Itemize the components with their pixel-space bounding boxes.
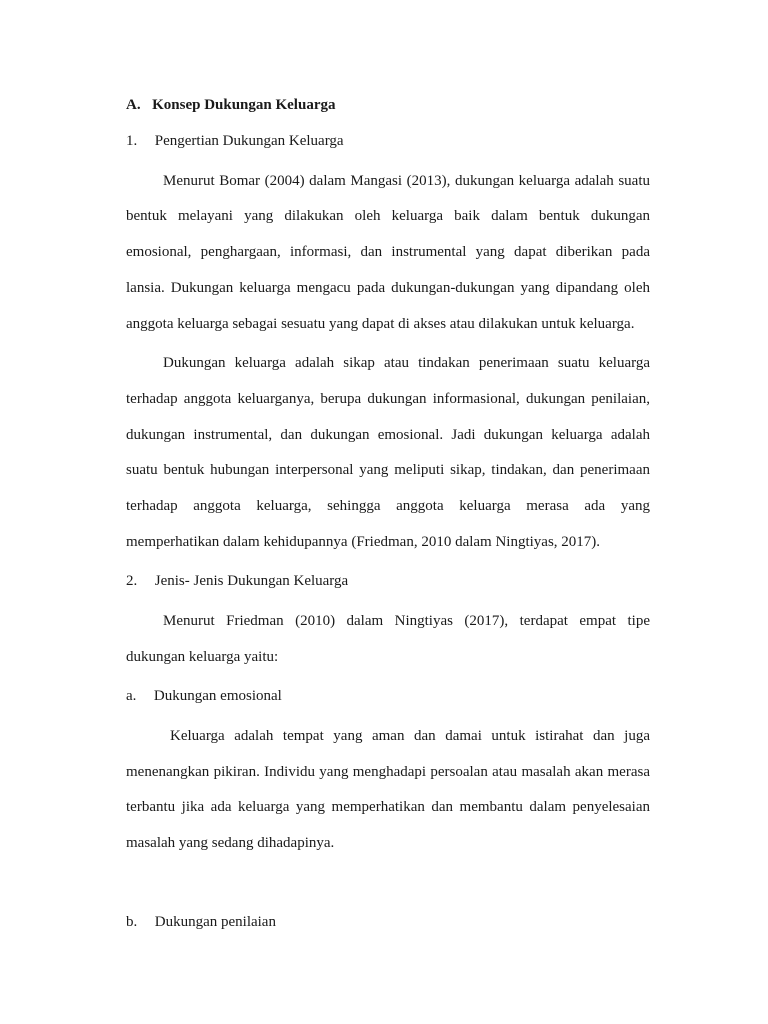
section-a-heading <box>126 96 650 114</box>
item-a-title: Dukungan emosional <box>153 688 282 704</box>
subsection-1-title: Pengertian Dukungan Keluarga <box>154 133 344 149</box>
paragraph-line: dukungan keluarga yaitu: <box>126 649 279 665</box>
paragraph-line: memperhatikan dalam kehidupannya (Friedman, 2010 dalam Ningtiyas, 2017). <box>126 534 601 550</box>
subsection-2-heading <box>126 572 650 590</box>
paragraph-line: bentuk melayani yang dilakukan oleh keluarga baik dalam bentuk dukungan <box>126 208 650 224</box>
paragraph-line: Menurut Friedman (2010) dalam Ningtiyas (2017), terdapat empat tipe <box>163 613 650 629</box>
subsection-1-heading <box>126 132 650 150</box>
paragraph-line: emosional, penghargaan, informasi, dan instrumental yang dapat diberikan pada <box>126 244 650 260</box>
paragraph-line: Menurut Bomar (2004) dalam Mangasi (2013), dukungan keluarga adalah suatu <box>163 173 650 189</box>
item-b-title: Dukungan penilaian <box>154 914 276 930</box>
item-a-heading <box>126 687 650 705</box>
paragraph-line: suatu bentuk hubungan interpersonal yang meliputi sikap, tindakan, dan penerimaan <box>126 462 650 478</box>
paragraph-line: anggota keluarga sebagai sesuatu yang dapat di akses atau dilakukan untuk keluarga. <box>126 316 635 332</box>
paragraph-line: terhadap anggota keluarganya, berupa dukungan informasional, dukungan penilaian, <box>126 391 650 407</box>
item-b-heading <box>126 913 650 931</box>
subsection-2-title: Jenis- Jenis Dukungan Keluarga <box>154 573 349 589</box>
section-a-title: Konsep Dukungan Keluarga <box>152 97 336 113</box>
subsection-1-number: 1. <box>126 133 138 149</box>
paragraph-line: terbantu jika ada keluarga yang memperhatikan dan membantu dalam penyelesaian <box>126 799 650 815</box>
section-a-letter: A. <box>126 97 141 113</box>
paragraph-line: Keluarga adalah tempat yang aman dan damai untuk istirahat dan juga <box>170 728 650 744</box>
item-b-letter: b. <box>126 914 138 930</box>
item-a-letter: a. <box>126 688 137 704</box>
paragraph-line: menenangkan pikiran. Individu yang menghadapi persoalan atau masalah akan merasa <box>126 764 650 780</box>
paragraph-line: masalah yang sedang dihadapinya. <box>126 835 335 851</box>
paragraph-line: lansia. Dukungan keluarga mengacu pada dukungan-dukungan yang dipandang oleh <box>126 280 650 296</box>
subsection-2-number: 2. <box>126 573 138 589</box>
paragraph-line: Dukungan keluarga adalah sikap atau tindakan penerimaan suatu keluarga <box>163 355 650 371</box>
paragraph-line: dukungan instrumental, dan dukungan emosional. Jadi dukungan keluarga adalah <box>126 427 650 443</box>
paragraph-line: terhadap anggota keluarga, sehingga anggota keluarga merasa ada yang <box>126 498 650 514</box>
